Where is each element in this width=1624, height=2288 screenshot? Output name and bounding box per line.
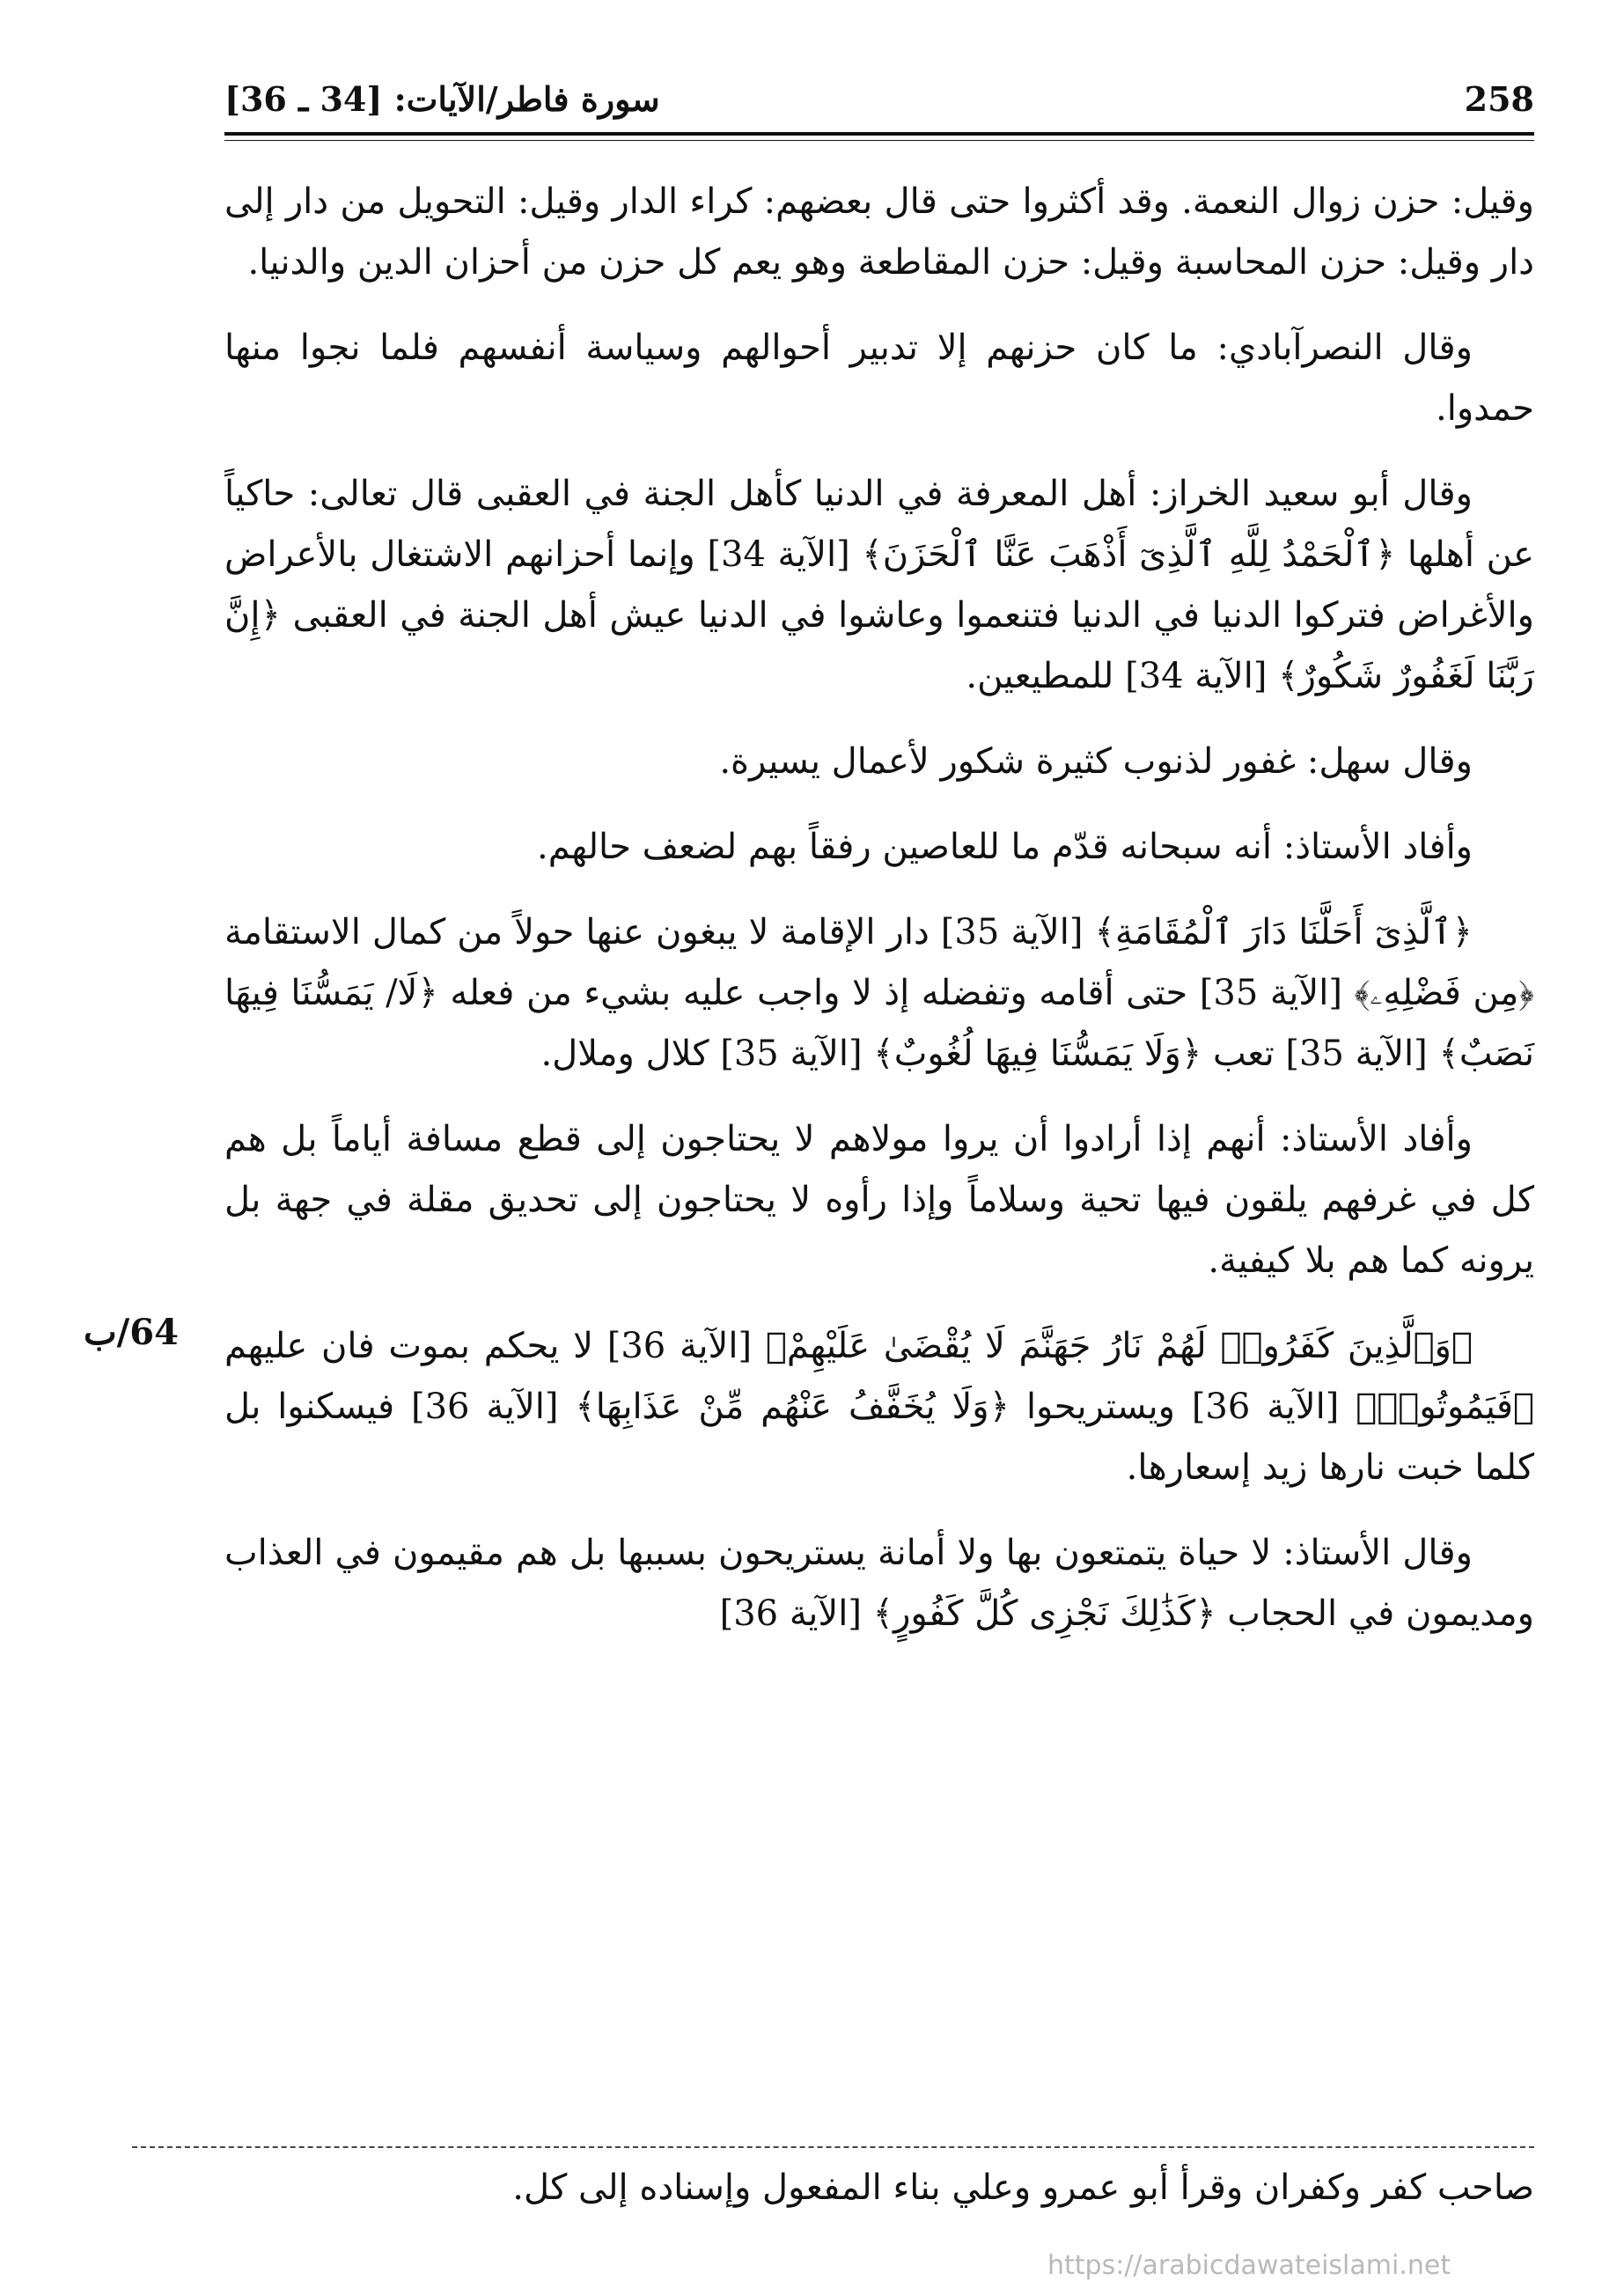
paragraph: وقال سهل: غفور لذنوب كثيرة شكور لأعمال يسيرة. — [719, 741, 1473, 782]
page-body — [224, 172, 1534, 2223]
footnote-separator — [132, 2146, 1534, 2148]
page-header — [224, 77, 1534, 121]
footnote: صاحب كفر وكفران وقرأ أبو عمرو وعلي بناء المفعول وإسناده إلى كل. — [512, 2167, 1534, 2208]
paragraph: وقال أبو سعيد الخراز: أهل المعرفة في الدنيا كأهل الجنة في العقبى قال تعالى: حاكياً عن أهلها ﴿ٱلْحَمْدُ لِلَّهِ ٱلَّذِىٓ أَذْهَبَ عَنَّا ٱلْحَزَنَ﴾ [الآية 34] وإنما أحزانهم الاشتغال بالأعراض والأغراض فتركوا الدنيا في الدنيا فتنعموا وعاشوا في الدنيا عيش أهل الجنة في العقبى ﴿إِنَّ رَبَّنَا لَغَفُورٌ شَكُورٌ﴾ [الآية 34] للمطيعين. — [224, 474, 1534, 696]
paragraph: ﴿ٱلَّذِىٓ أَحَلَّنَا دَارَ ٱلْمُقَامَةِ﴾ [الآية 35] دار الإقامة لا يبغون عنها حولاً من كمال الاستقامة ﴿مِن فَضْلِهِۦ﴾ [الآية 35] حتى أقامه وتفضله إذ لا واجب عليه بشيء من فعله ﴿لَا/ يَمَسُّنَا فِيهَا نَصَبٌ﴾ [الآية 35] تعب ﴿وَلَا يَمَسُّنَا فِيهَا لُغُوبٌ﴾ [الآية 35] كلال وملال. — [224, 912, 1535, 1074]
watermark: https://arabicdawateislami.net — [1047, 2250, 1451, 2281]
paragraph: وأفاد الأستاذ: أنه سبحانه قدّم ما للعاصين رفقاً بهم لضعف حالهم. — [537, 827, 1473, 867]
paragraph: وقيل: حزن زوال النعمة. وقد أكثروا حتى قال بعضهم: كراء الدار وقيل: التحويل من دار إلى دار وقيل: حزن المحاسبة وقيل: حزن المقاطعة وهو يعم كل حزن من أحزان الدين والدنيا. — [224, 181, 1534, 283]
paragraph: ﴿وَٱلَّذِينَ كَفَرُوا۟ لَهُمْ نَارُ جَهَنَّمَ لَا يُقْضَىٰ عَلَيْهِمْ﴾ [الآية 36] لا يحكم بموت فان عليهم ﴿فَيَمُوتُوا۟﴾ [الآية 36] ويستريحوا ﴿وَلَا يُخَفَّفُ عَنْهُم مِّنْ عَذَابِهَا﴾ [الآية 36] فيسكنوا بل كلما خبت نارها زيد إسعارها. — [224, 1326, 1534, 1488]
page-number: 258 — [1464, 79, 1534, 119]
header-rule-thick — [224, 132, 1534, 136]
paragraph: وقال الأستاذ: لا حياة يتمتعون بها ولا أمانة يستريحون بسببها بل هم مقيمون في العذاب ومديمون في الحجاب ﴿كَذَٰلِكَ نَجْزِى كُلَّ كَفُورٍ﴾ [الآية 36] — [224, 1533, 1534, 1634]
paragraph: وأفاد الأستاذ: أنهم إذا أرادوا أن يروا مولاهم لا يحتاجون إلى قطع مسافة أياماً بل هم كل في غرفهم يلقون فيها تحية وسلاماً وإذا رأوه لا يحتاجون إلى تحديق مقلة في جهة بل يرونه كما هم بلا كيفية. — [224, 1119, 1534, 1281]
manuscript-folio-note: 64/ب — [84, 1312, 179, 1353]
running-title: سورة فاطر/الآيات: [34 ـ 36] — [224, 79, 660, 119]
paragraph: وقال النصرآبادي: ما كان حزنهم إلا تدبير أحوالهم وسياسة أنفسهم فلما نجوا منها حمدوا. — [224, 327, 1534, 429]
header-rule-thin — [224, 140, 1534, 141]
